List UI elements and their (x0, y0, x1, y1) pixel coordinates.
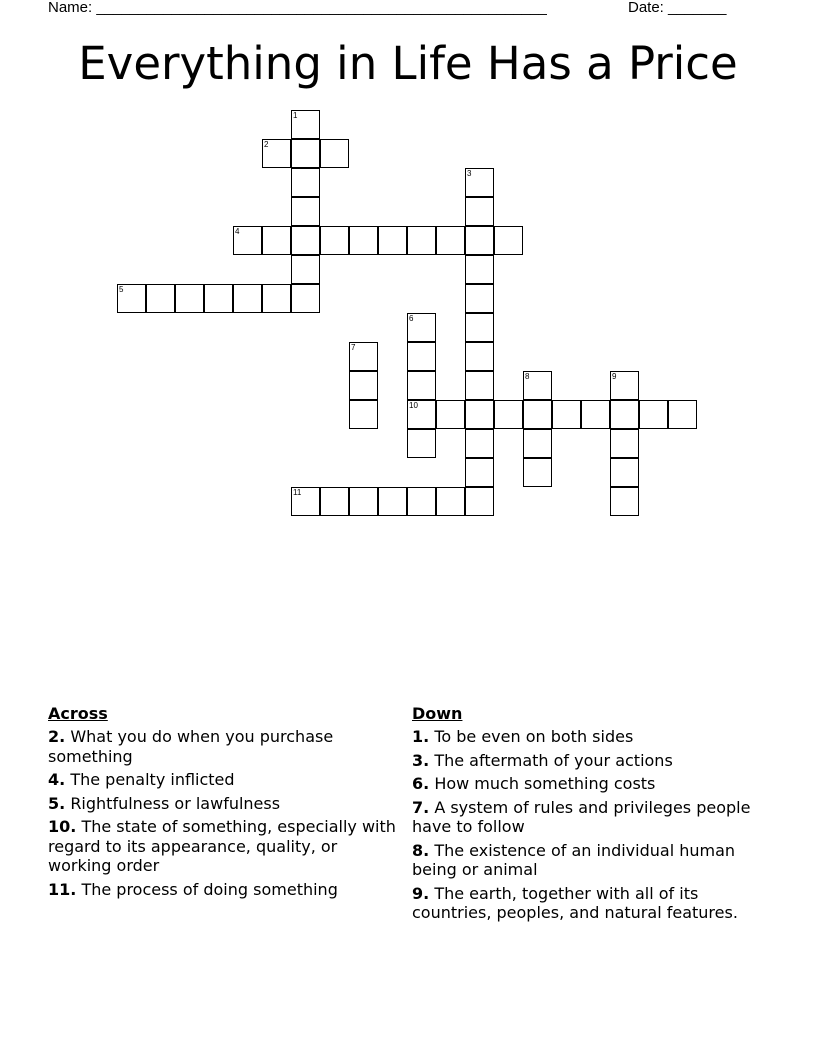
crossword-cell[interactable] (523, 400, 552, 429)
crossword-cell[interactable] (262, 139, 291, 168)
puzzle-title: Everything in Life Has a Price (78, 37, 738, 90)
clue-number-label: 3 (467, 169, 472, 178)
crossword-cell[interactable] (407, 342, 436, 371)
crossword-cell[interactable] (494, 226, 523, 255)
crossword-cell[interactable] (146, 284, 175, 313)
crossword-cell[interactable] (407, 371, 436, 400)
crossword-cell[interactable] (407, 313, 436, 342)
crossword-cell[interactable] (378, 226, 407, 255)
clue-number: 3. (412, 750, 430, 770)
crossword-cell[interactable] (465, 371, 494, 400)
crossword-cell[interactable] (233, 284, 262, 313)
date-field-label: Date: _______ (628, 0, 727, 16)
clue-number: 2. (48, 727, 66, 746)
crossword-cell[interactable] (610, 458, 639, 487)
crossword-cell[interactable] (465, 313, 494, 342)
crossword-cell[interactable] (465, 400, 494, 429)
crossword-cell[interactable] (320, 487, 349, 516)
clue-number: 10. (48, 817, 77, 836)
crossword-cell[interactable] (465, 429, 494, 458)
crossword-cell[interactable] (291, 226, 320, 255)
crossword-cell[interactable] (465, 284, 494, 313)
across-clue-10 (48, 817, 398, 876)
crossword-cell[interactable] (465, 458, 494, 487)
crossword-cell[interactable] (436, 400, 465, 429)
clue-text: How much something costs (434, 774, 656, 793)
clue-text: The aftermath of your actions (434, 750, 673, 770)
crossword-cell[interactable] (349, 487, 378, 516)
crossword-cell[interactable] (233, 226, 262, 255)
crossword-cell[interactable] (668, 400, 697, 429)
crossword-cell[interactable] (320, 139, 349, 168)
crossword-cell[interactable] (291, 139, 320, 168)
clue-number-label: 7 (351, 343, 356, 352)
crossword-cell[interactable] (291, 168, 320, 197)
crossword-cell[interactable] (436, 487, 465, 516)
down-clues (412, 704, 752, 927)
across-clue-4 (48, 770, 398, 790)
crossword-cell[interactable] (262, 226, 291, 255)
clue-text: Rightfulness or lawfulness (70, 793, 281, 813)
crossword-cell[interactable] (291, 197, 320, 226)
crossword-cell[interactable] (291, 487, 320, 516)
clue-text: A system of rules and privileges people have to follow (412, 797, 751, 836)
clue-number: 11. (48, 879, 77, 899)
crossword-cell[interactable] (523, 429, 552, 458)
name-field-label: Name: ______________________________________________________ (48, 0, 547, 16)
crossword-cell[interactable] (407, 429, 436, 458)
down-clue-9 (412, 884, 752, 923)
crossword-cell[interactable] (291, 284, 320, 313)
crossword-cell[interactable] (378, 487, 407, 516)
clue-text: To be even on both sides (434, 727, 634, 746)
crossword-cell[interactable] (407, 400, 436, 429)
crossword-cell[interactable] (465, 255, 494, 284)
down-clue-7 (412, 798, 752, 837)
crossword-cell[interactable] (291, 255, 320, 284)
clue-number: 6. (412, 774, 430, 793)
crossword-cell[interactable] (349, 371, 378, 400)
crossword-cell[interactable] (465, 168, 494, 197)
clue-number-label: 1 (293, 111, 298, 120)
crossword-cell[interactable] (262, 284, 291, 313)
down-clue-3 (412, 751, 752, 771)
crossword-cell[interactable] (291, 110, 320, 139)
crossword-cell[interactable] (552, 400, 581, 429)
across-clue-11 (48, 880, 398, 900)
down-clue-8 (412, 841, 752, 880)
clue-number: 1. (412, 727, 430, 746)
crossword-cell[interactable] (465, 226, 494, 255)
crossword-cell[interactable] (639, 400, 668, 429)
crossword-cell[interactable] (349, 400, 378, 429)
clue-text: The penalty inflicted (70, 770, 235, 789)
crossword-cell[interactable] (523, 371, 552, 400)
crossword-cell[interactable] (465, 197, 494, 226)
crossword-cell[interactable] (407, 226, 436, 255)
clue-text: The state of something, especially with regard to its appearance, quality, or working order (48, 817, 396, 875)
crossword-cell[interactable] (610, 429, 639, 458)
crossword-cell[interactable] (436, 226, 465, 255)
across-clues (48, 704, 398, 903)
clue-text: What you do when you purchase something (48, 727, 334, 766)
crossword-cell[interactable] (465, 342, 494, 371)
crossword-cell[interactable] (581, 400, 610, 429)
crossword-cell[interactable] (349, 226, 378, 255)
clue-number-label: 6 (409, 314, 414, 323)
crossword-cell[interactable] (494, 400, 523, 429)
clue-number: 9. (412, 883, 430, 903)
clue-number-label: 2 (264, 140, 269, 149)
clue-number: 8. (412, 840, 430, 860)
crossword-cell[interactable] (117, 284, 146, 313)
clue-text: The process of doing something (81, 879, 338, 899)
down-heading: Down (412, 704, 463, 723)
clue-number-label: 11 (293, 488, 302, 497)
clue-text: The existence of an individual human being or animal (412, 840, 736, 879)
crossword-cell[interactable] (610, 487, 639, 516)
crossword-cell[interactable] (610, 371, 639, 400)
clue-text: The earth, together with all of its countries, peoples, and natural features. (412, 883, 738, 922)
down-clue-1 (412, 727, 752, 747)
crossword-cell[interactable] (523, 458, 552, 487)
crossword-cell[interactable] (175, 284, 204, 313)
crossword-cell[interactable] (320, 226, 349, 255)
crossword-cell[interactable] (407, 487, 436, 516)
crossword-cell[interactable] (465, 487, 494, 516)
crossword-cell[interactable] (204, 284, 233, 313)
clue-number: 7. (412, 797, 430, 817)
clue-number: 4. (48, 770, 66, 789)
crossword-cell[interactable] (349, 342, 378, 371)
clue-number-label: 9 (612, 372, 617, 381)
down-clue-6 (412, 774, 752, 794)
clue-number-label: 4 (235, 227, 240, 236)
crossword-cell[interactable] (610, 400, 639, 429)
clue-number-label: 5 (119, 285, 124, 294)
clue-number-label: 8 (525, 372, 530, 381)
across-clue-5 (48, 794, 398, 814)
across-clue-2 (48, 727, 398, 766)
across-heading: Across (48, 704, 108, 723)
clue-number-label: 10 (409, 401, 418, 410)
clue-number: 5. (48, 793, 66, 813)
